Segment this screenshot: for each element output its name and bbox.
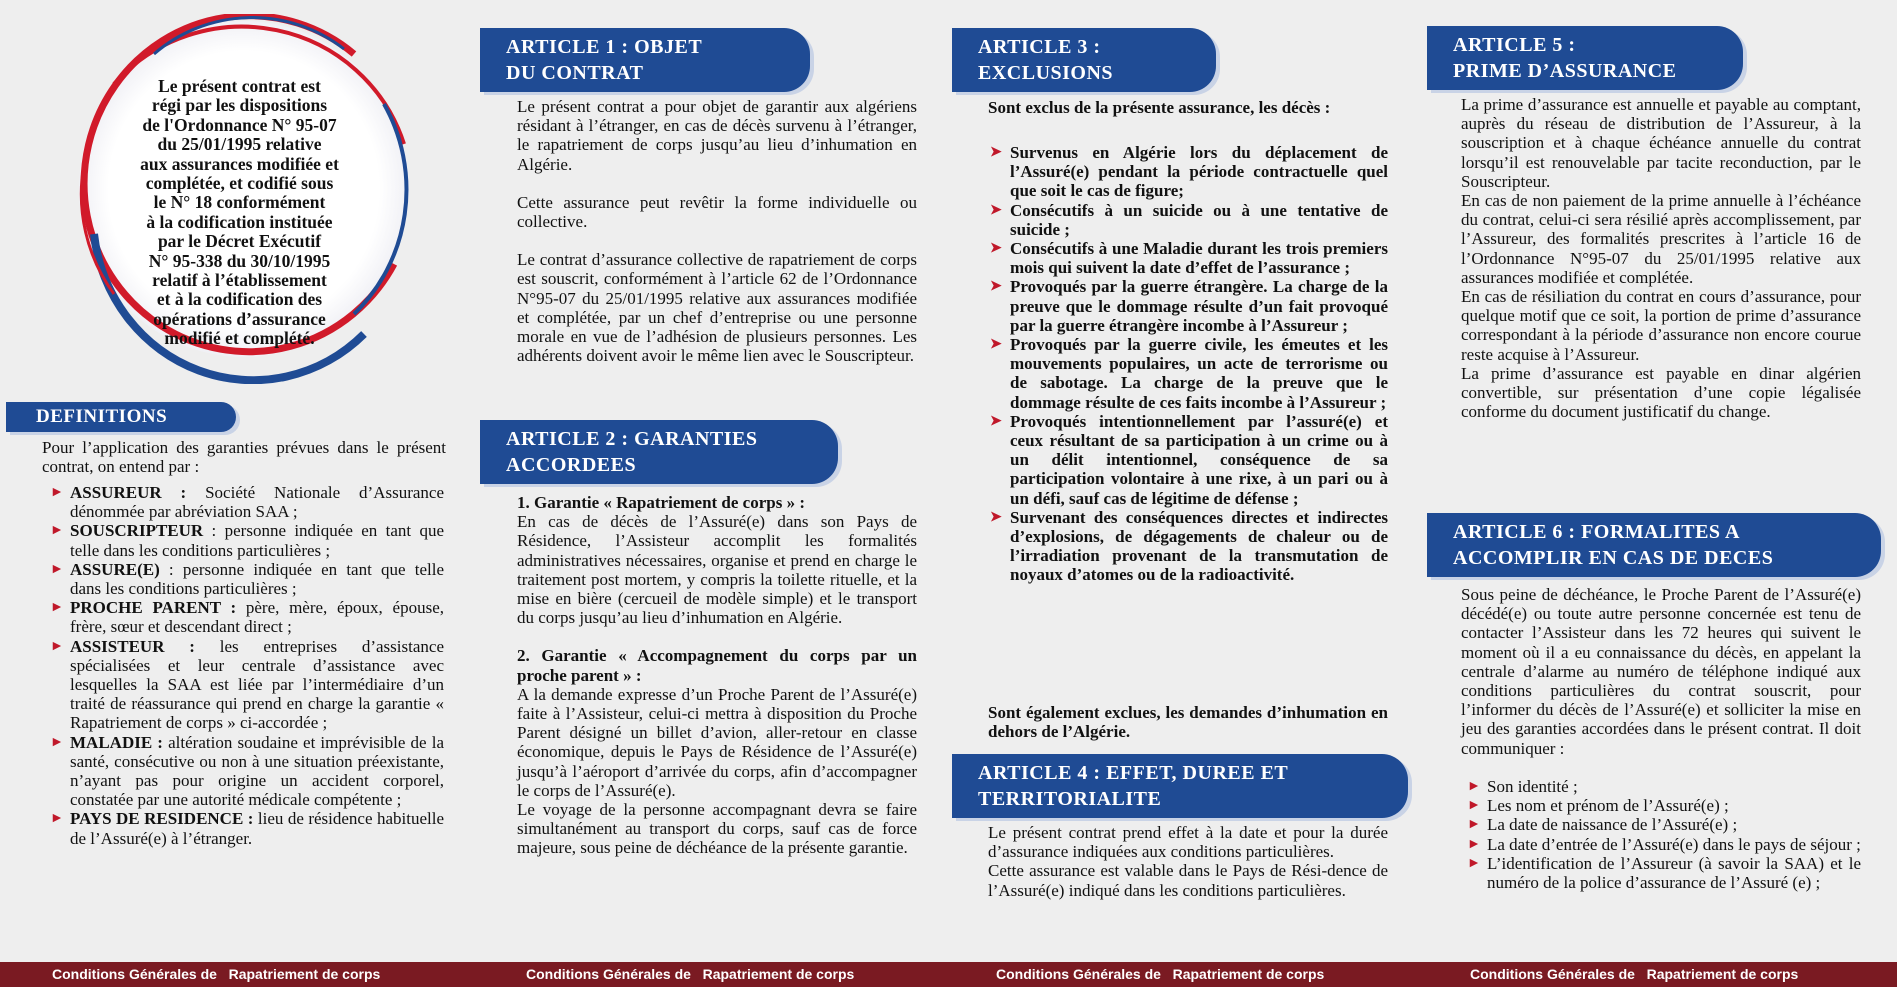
arrow-bullet-icon: ➤ xyxy=(990,202,1002,218)
list-item: ► La date d’entrée de l’Assuré(e) dans le pays de séjour ; xyxy=(1467,834,1861,854)
arrow-bullet-icon: ► xyxy=(1467,817,1481,833)
article4-body: Le présent contrat prend effet à la date et pour la durée d’assurance indiquées aux conditions particulières. Cette assurance est valable dans le Pays de Rési-dence de l’Assuré(e) indiqué dans les conditions particulières. xyxy=(988,823,1388,900)
article6-list xyxy=(1465,777,1861,892)
list-item: ► ASSISTEUR : les entreprises d’assistance spécialisées et leur centrale d’assistance avec lesquelles la SAA est liée par l’intermédiaire d’un traité de réassurance qui prend en charge la garantie « Rapatriement de corps » ci-accordée ; xyxy=(50,636,444,733)
list-item: ► Son identité ; xyxy=(1467,777,1578,796)
article1-body: Le présent contrat a pour objet de garantir aux algériens résidant à l’étranger, en cas de décès survenu à l’étranger, le rapatriement de corps jusqu’au lieu d’inhumation en Algérie. Cette assurance peut revêtir la forme individuelle ou collective. Le contrat d’assurance collective de rapatriement de corps est souscrit, conformément à l’article 62 de l’Ordonnance N°95-07 du 25/01/1995 relative aux assurances modifiée et complétée, par un chef d’entreprise ou une personne morale en vue de l’adhésion de plusieurs personnes. Les adhérents doivent avoir le même lien avec le Souscripteur. xyxy=(517,97,917,366)
arrow-bullet-icon: ➤ xyxy=(990,279,1002,295)
definitions-heading: DEFINITIONS xyxy=(6,402,236,432)
footer-label: Conditions Générales de Rapatriement de corps xyxy=(526,966,855,982)
article3-intro: Sont exclus de la présente assurance, les décès : xyxy=(988,98,1331,117)
article3-exclusions-list xyxy=(988,143,1388,585)
arrow-bullet-icon: ► xyxy=(1467,779,1481,794)
article6-intro: Sous peine de déchéance, le Proche Parent de l’Assuré(e) décédé(e) ou toute autre personne concernée est tenu de contacter l’Assisteur dans les 72 heures qui suivent le moment où il a eu connaissance du décès, en appelant la centrale d’alarme au numéro de téléphone indiqué aux conditions particulières du contrat souscrit, pour l’informer du décès de l’Assuré(e) et solliciter la mise en jeu des garanties accordées dans le présent contrat. Il doit communiquer : xyxy=(1461,585,1861,758)
arrow-bullet-icon: ► xyxy=(50,811,64,827)
circle-legal-text: Le présent contrat est régi par les dispositions de l'Ordonnance N° 95-07 du 25/01/1995 relative aux assurances modifiée et complétée, et codifié sous le N° 18 conformément à la codification instituée par le Décret Exécutif N° 95-338 du 30/10/1995 relatif à l’établissement et à la codification des opérations d’assurance modifié et complété. xyxy=(140,76,339,349)
list-item: ► ASSURE(E) : personne indiquée en tant que telle dans les conditions particulières ; xyxy=(50,559,444,599)
list-item: ➤ Survenus en Algérie lors du déplacement de l’Assuré(e) pendant la période contractuelle quel que soit le cas de figure; xyxy=(990,143,1388,201)
list-item: ► SOUSCRIPTEUR : personne indiquée en tant que telle dans les conditions particulières ; xyxy=(50,521,444,560)
list-item: ➤ Provoqués par la guerre civile, les émeutes et les mouvements populaires, un acte de terrorisme ou de sabotage. La charge de la preuve que le dommage résulte de ces faits incombe à l’Assureur ; xyxy=(990,335,1388,412)
arrow-bullet-icon: ► xyxy=(50,523,64,539)
list-item: ► L’identification de l’Assureur (à savoir la SAA) et le numéro de la police d’assurance de l’Assuré (e) ; xyxy=(1467,853,1861,893)
list-item: ➤ Survenant des conséquences directes et indirectes d’explosions, de dégagements de chaleur ou de l’irradiation provenant de la transmutation de noyaux d’atomes ou de la radioactivité. xyxy=(990,507,1388,585)
arrow-bullet-icon: ► xyxy=(1467,855,1481,871)
list-item: ► Les nom et prénom de l’Assuré(e) ; xyxy=(1467,796,1729,816)
article3-outro: Sont également exclues, les demandes d’inhumation en dehors de l’Algérie. xyxy=(988,703,1388,742)
arrow-bullet-icon: ► xyxy=(50,561,64,577)
list-item: ► MALADIE : altération soudaine et imprévisible de la santé, consécutive ou non à une situation préexistante, n’ayant pas pour origine un accident corporel, constatée par une autorité médicale compétente ; xyxy=(50,732,445,810)
arrow-bullet-icon: ► xyxy=(50,734,64,750)
article1-heading: ARTICLE 1 : OBJET DU CONTRAT xyxy=(480,28,810,92)
article5-heading: ARTICLE 5 : PRIME D’ASSURANCE xyxy=(1427,26,1743,90)
list-item: ► ASSUREUR : Société Nationale d’Assurance dénommée par abréviation SAA ; xyxy=(50,483,444,522)
arrow-bullet-icon: ► xyxy=(50,600,64,616)
article3-heading: ARTICLE 3 : EXCLUSIONS xyxy=(952,28,1216,92)
arrow-bullet-icon: ► xyxy=(50,485,64,500)
footer-label: Conditions Générales de Rapatriement de corps xyxy=(996,966,1325,982)
arrow-bullet-icon: ► xyxy=(1467,798,1481,814)
list-item: ► PROCHE PARENT : père, mère, époux, épouse, frère, sœur et descendant direct ; xyxy=(50,598,444,637)
definitions-intro: Pour l’application des garanties prévues dans le présent contrat, on entend par : xyxy=(42,438,446,477)
list-item: ➤ Provoqués intentionnellement par l’assuré(e) et ceux résultant de sa participation à un crime ou à un délit intentionnel, conséquence de sa participation volontaire à une rixe, à un pari ou à un défi, sauf cas de légitime de défense ; xyxy=(990,411,1388,508)
list-item: ➤ Consécutifs à un suicide ou à une tentative de suicide ; xyxy=(990,200,1388,239)
article2-body: 1. Garantie « Rapatriement de corps » : En cas de décès de l’Assuré(e) dans son Pays de Résidence, l’Assisteur accomplit les formalités administratives nécessaires, organise et prend en charge le traitement post mortem, y compris la toilette rituelle, et la mise en bière (cercueil de modèle simple) et le transport du corps jusqu’au lieu d’inhumation en Algérie. 2. Garantie « Accompagnement du corps par un proche parent » : A la demande expresse d’un Proche Parent de l’Assuré(e) faite à l’Assisteur, celui-ci mettra à disposition du Proche Parent désigné un billet d’avion, aller-retour en classe économique, depuis le Pays de Résidence de l’Assuré(e) jusqu’à l’aéroport d’arrivée du corps, afin d’accompagner le corps de l’Assuré(e). Le voyage de la personne accompagnant devra se faire simultanément au transport du corps, sauf cas de force majeure, sous peine de déchéance de la présente garantie. xyxy=(517,493,917,858)
list-item: ► PAYS DE RESIDENCE : lieu de résidence habituelle de l’Assuré(e) à l’étranger. xyxy=(50,809,444,848)
article4-heading: ARTICLE 4 : EFFET, DUREE ET TERRITORIALITE xyxy=(952,754,1408,818)
arrow-bullet-icon: ► xyxy=(50,638,64,654)
list-item: ► La date de naissance de l’Assuré(e) ; xyxy=(1467,815,1738,835)
footer-label: Conditions Générales de Rapatriement de corps xyxy=(1470,966,1799,982)
article6-heading: ARTICLE 6 : FORMALITES A ACCOMPLIR EN CAS DE DECES xyxy=(1427,513,1881,577)
article5-body: La prime d’assurance est annuelle et payable au comptant, auprès du réseau de distribution de l’Assureur, à la souscription et à chaque échéance annuelle du contrat lorsqu’il est renouvelable par tacite reconduction, par le Souscripteur. En cas de non paiement de la prime annuelle à l’échéance du contrat, celui-ci sera résilié après accomplissement, par l’Assureur, des formalités prescrites à l’article 16 de l’Ordonnance N°95-07 du 25/01/1995 relative aux assurances modifiée et complétée. En cas de résiliation du contrat en cours d’assurance, pour quelque motif que ce soit, la portion de prime d’assurance correspondant à la période d’assurance non encore courue reste acquise à l’Assureur. La prime d’assurance est payable en dinar algérien convertible, sur présentation d’une copie légalisée conforme du document justificatif du change. xyxy=(1461,95,1861,422)
footer-label: Conditions Générales de Rapatriement de corps xyxy=(52,966,381,982)
footer-bar xyxy=(0,962,1897,987)
list-item: ➤ Consécutifs à une Maladie durant les trois premiers mois qui suivent la date d’effet de l’assurance ; xyxy=(990,239,1388,278)
arrow-bullet-icon: ➤ xyxy=(990,413,1002,429)
arrow-bullet-icon: ➤ xyxy=(990,241,1002,257)
arrow-bullet-icon: ➤ xyxy=(990,509,1002,525)
article2-heading: ARTICLE 2 : GARANTIES ACCORDEES xyxy=(480,420,838,484)
arrow-bullet-icon: ➤ xyxy=(990,337,1002,353)
list-item: ➤ Provoqués par la guerre étrangère. La charge de la preuve que le dommage résulte d’un fait provoqué par la guerre étrangère incombe à l’Assureur ; xyxy=(990,277,1388,335)
arrow-bullet-icon: ➤ xyxy=(990,145,1002,160)
arrow-bullet-icon: ► xyxy=(1467,836,1481,852)
definitions-list xyxy=(48,483,444,848)
